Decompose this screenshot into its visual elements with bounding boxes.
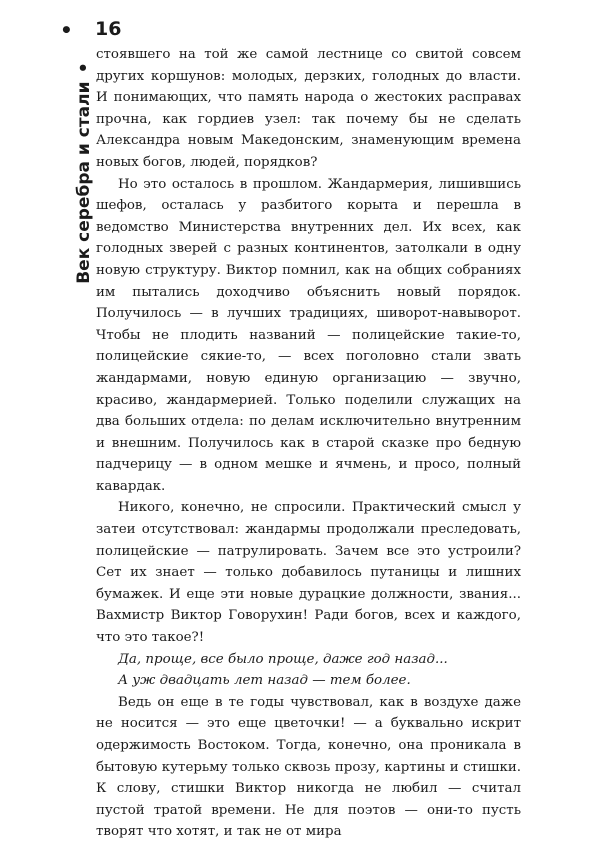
paragraph: Но это осталось в прошлом. Жандармерия, лишившись шефов, осталась у разбитого корыта и перешла в ведомство Министерства внутренних дел. Их всех, как голодных зверей с разных континентов, затолкали в одну новую структуру. Виктор помнил, как на общих собраниях им пытались доходчиво объяснить новый порядок. Получилось — в лучших традициях, шиворот-навыворот. Чтобы не плодить названий — полицейские такие-то, полицейские сякие-то, — всех поголовно стали звать жандармами, новую единую организацию — звучно, красиво, жандармерией. Только поделили служащих на два больших отдела: по делам исключительно внутренним и внешним. Получилось как в старой сказке про бедную падчерицу — в одном мешке и ячмень, и просо, полный кавардак. — [96, 176, 521, 494]
title-bullet: • — [73, 62, 94, 74]
italic-thought: А уж двадцать лет назад — тем более. — [118, 673, 411, 689]
italic-thought: Да, проще, все было проще, даже год назад... — [118, 651, 448, 667]
paragraph: Ведь он еще в те годы чувствовал, как в воздухе даже не носится — это еще цветочки! — а буквально искрит одержимость Востоком. Тогда, конечно, она проникала в бытовую кутерьму только сквозь прозу, картины и стишки. К слову, стишки Виктор никогда не любил — считал пустой тратой времени. Не для поэтов — они-то пусть творят что хотят, и так не от мира — [96, 694, 521, 840]
running-title: Век серебра и стали — [74, 81, 94, 284]
header-bullet: • — [60, 18, 73, 42]
paragraph: Никого, конечно, не спросили. Практический смысл у затеи отсутствовал: жандармы продолжали преследовать, полицейские — патрулировать. Зачем все это устроили? Сет их знает — только добавилось путаницы и лишних бумажек. И еще эти новые дурацкие должности, звания... Вахмистр Виктор Говорухин! Ради богов, всех и каждого, что это такое?! — [96, 500, 521, 646]
paragraph-continuation: стоявшего на той же самой лестнице со свитой совсем других коршунов: молодых, дерзких, голодных до власти. И понимающих, что память народа о жестоких расправах прочна, как гордиев узел: так почему бы не сделать Александра новым Македонским, знаменующим времена новых богов, людей, порядков? — [96, 47, 521, 170]
body-text — [96, 44, 521, 843]
page-number: 16 — [95, 18, 122, 40]
